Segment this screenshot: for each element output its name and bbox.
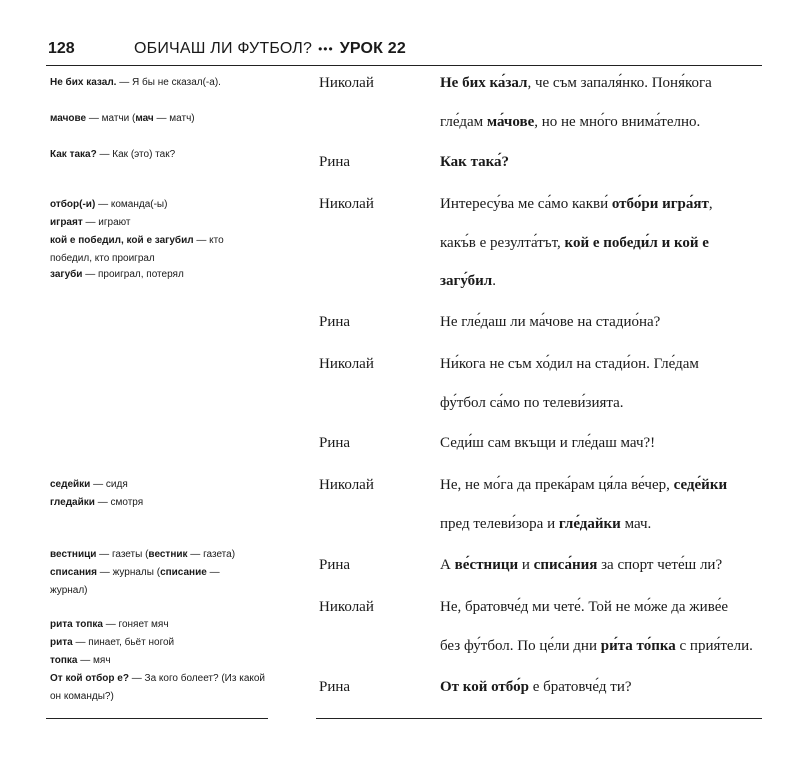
vocab-highlight: гле́дайки bbox=[558, 516, 621, 532]
vocab-highlight: Не бих ка́зал bbox=[440, 75, 528, 91]
dialogue-line bbox=[440, 515, 651, 533]
vocab-highlight: седе́йки bbox=[673, 477, 728, 493]
gloss-entry bbox=[50, 266, 280, 284]
gloss-term: отбор(-и) bbox=[50, 199, 96, 210]
dialogue-line bbox=[440, 313, 660, 331]
dialogue-line bbox=[440, 556, 722, 574]
gloss-entry bbox=[50, 232, 260, 268]
gloss-entry bbox=[50, 476, 280, 494]
dialogue-line bbox=[440, 272, 496, 290]
header-rule bbox=[46, 65, 762, 66]
speaker-name: Рина bbox=[319, 314, 351, 330]
dialogue-text: пред телеви́зора и bbox=[440, 516, 559, 532]
gloss-text: — bbox=[116, 77, 133, 88]
speaker-name: Николай bbox=[319, 356, 374, 372]
speaker-name: Николай bbox=[319, 75, 374, 91]
dialogue-line bbox=[440, 234, 709, 252]
dialogue-text: фу́тбол са́мо по телеви́зията. bbox=[440, 395, 624, 411]
gloss-text: играют bbox=[98, 217, 131, 228]
gloss-text: — bbox=[86, 113, 102, 124]
gloss-entry bbox=[50, 670, 265, 706]
gloss-term: мач bbox=[135, 113, 154, 124]
speaker-name: Николай bbox=[319, 196, 374, 212]
dialogue-line bbox=[440, 153, 509, 171]
gloss-term: мачове bbox=[50, 113, 87, 124]
gloss-text: Я бы не сказал(-а). bbox=[132, 77, 221, 88]
gloss-term: вестник bbox=[148, 549, 188, 560]
gloss-entry bbox=[50, 146, 280, 164]
dialogue-text: за спорт чете́ш ли? bbox=[597, 557, 723, 573]
gloss-text: — газета) bbox=[187, 549, 236, 560]
header-dots: ••• bbox=[318, 42, 334, 56]
vocab-highlight: ма́чове bbox=[486, 114, 535, 130]
gloss-term: списания bbox=[50, 567, 98, 578]
page-number: 128 bbox=[48, 40, 75, 57]
speaker-name: Рина bbox=[319, 154, 351, 170]
bottom-rule-right bbox=[316, 718, 762, 719]
gloss-text: — bbox=[193, 235, 210, 246]
gloss-text: команда(-ы) bbox=[110, 199, 168, 210]
dialogue-line bbox=[440, 74, 712, 92]
vocab-highlight: Как така́? bbox=[440, 154, 510, 170]
gloss-text: сидя bbox=[105, 479, 128, 490]
vocab-highlight: кой е победи́л и кой е bbox=[564, 235, 709, 251]
gloss-text: — bbox=[94, 497, 111, 508]
gloss-term: вестници bbox=[50, 549, 97, 560]
gloss-entry bbox=[50, 494, 280, 512]
dialogue-text: , bbox=[708, 196, 713, 212]
dialogue-text: , че съм запаля́нко. Поня́кога bbox=[527, 75, 712, 91]
dialogue-line bbox=[440, 598, 728, 616]
gloss-term: топка bbox=[50, 655, 78, 666]
gloss-term: играят bbox=[50, 217, 83, 228]
gloss-text: — bbox=[96, 149, 113, 160]
gloss-text: — bbox=[96, 549, 112, 560]
gloss-text: — журнал) bbox=[50, 567, 220, 596]
dialogue-text: Интересу́ва ме са́мо какви́ bbox=[440, 196, 612, 212]
gloss-term: рита топка bbox=[50, 619, 103, 630]
gloss-text: — bbox=[90, 479, 106, 490]
gloss-term: Как така? bbox=[50, 149, 97, 160]
dialogue-line bbox=[440, 394, 624, 412]
book-title: ОБИЧАШ ЛИ ФУТБОЛ? bbox=[134, 40, 313, 57]
gloss-entry bbox=[50, 110, 280, 128]
gloss-text: проиграл, потерял bbox=[98, 269, 184, 280]
gloss-text: — матч) bbox=[153, 113, 195, 124]
gloss-term: рита bbox=[50, 637, 73, 648]
gloss-term: седейки bbox=[50, 479, 91, 490]
gloss-text: — bbox=[82, 217, 99, 228]
gloss-text: — bbox=[72, 637, 89, 648]
vocab-highlight: ри́та то́пка bbox=[600, 638, 676, 654]
dialogue-text: без фу́тбол. По це́ли дни bbox=[440, 638, 601, 654]
gloss-term: загуби bbox=[50, 269, 83, 280]
vocab-highlight: отбо́ри игра́ят bbox=[611, 196, 709, 212]
gloss-entry bbox=[50, 634, 280, 652]
dialogue-line bbox=[440, 434, 655, 452]
dialogue-text: гле́дам bbox=[440, 114, 487, 130]
gloss-text: мяч bbox=[93, 655, 111, 666]
dialogue-line bbox=[440, 476, 727, 494]
dialogue-text: , но не мно́го внима́телно. bbox=[534, 114, 701, 130]
gloss-text: — bbox=[97, 567, 113, 578]
gloss-text: гоняет мяч bbox=[118, 619, 169, 630]
page-header bbox=[48, 40, 768, 62]
gloss-term: списание bbox=[160, 567, 207, 578]
dialogue-line bbox=[440, 637, 753, 655]
gloss-text: — bbox=[77, 655, 94, 666]
dialogue-text: Не, не мо́га да прека́рам ця́ла ве́чер, bbox=[440, 477, 674, 493]
dialogue-text: какъ́в е резулта́тът, bbox=[440, 235, 565, 251]
dialogue-line bbox=[440, 195, 713, 213]
gloss-entry bbox=[50, 564, 255, 600]
gloss-text: — bbox=[102, 619, 119, 630]
gloss-entry bbox=[50, 196, 280, 214]
gloss-text: газеты ( bbox=[111, 549, 149, 560]
gloss-text: — bbox=[95, 199, 111, 210]
dialogue-line bbox=[440, 113, 700, 131]
gloss-term: От кой отбор е? bbox=[50, 673, 129, 684]
lesson-label: УРОК 22 bbox=[339, 40, 406, 57]
gloss-text: — bbox=[82, 269, 99, 280]
dialogue-text: Не, братовче́д ми чете́. Той не мо́же да живе́е bbox=[440, 599, 729, 615]
gloss-text: матчи ( bbox=[101, 113, 136, 124]
speaker-name: Николай bbox=[319, 477, 374, 493]
vocab-highlight: ве́стници bbox=[454, 557, 519, 573]
gloss-text: смотря bbox=[110, 497, 144, 508]
bottom-rule-left bbox=[46, 718, 268, 719]
dialogue-text: Не гле́даш ли ма́чове на стадио́на? bbox=[440, 314, 661, 330]
gloss-text: кто победил, кто проиграл bbox=[50, 235, 224, 264]
gloss-text: — bbox=[128, 673, 145, 684]
dialogue-text: е братовче́д ти? bbox=[528, 679, 632, 695]
gloss-term: Не бих казал. bbox=[50, 77, 117, 88]
dialogue-text: и bbox=[518, 557, 534, 573]
gloss-entry bbox=[50, 214, 280, 232]
vocab-highlight: загу́бил bbox=[440, 273, 493, 289]
gloss-entry bbox=[50, 616, 280, 634]
gloss-text: За кого болеет? (Из какой он команды?) bbox=[50, 673, 266, 702]
gloss-entry bbox=[50, 546, 280, 564]
gloss-text: Как (это) так? bbox=[112, 149, 176, 160]
dialogue-text: Ни́кога не съм хо́дил на стади́он. Гле́дам bbox=[440, 356, 699, 372]
speaker-name: Рина bbox=[319, 557, 351, 573]
speaker-name: Рина bbox=[319, 679, 351, 695]
gloss-term: гледайки bbox=[50, 497, 95, 508]
dialogue-text: А bbox=[440, 557, 455, 573]
dialogue-text: с прия́тели. bbox=[675, 638, 753, 654]
dialogue-line bbox=[440, 678, 632, 696]
dialogue-text: мач. bbox=[620, 516, 652, 532]
dialogue-text: Седи́ш сам вкъщи и гле́даш мач?! bbox=[440, 435, 656, 451]
gloss-term: кой е победил, кой е загубил bbox=[50, 235, 194, 246]
gloss-entry bbox=[50, 74, 280, 92]
vocab-highlight: списа́ния bbox=[533, 557, 598, 573]
gloss-text: пинает, бьёт ногой bbox=[88, 637, 175, 648]
dialogue-text: . bbox=[492, 273, 496, 289]
speaker-name: Николай bbox=[319, 599, 374, 615]
gloss-text: журналы ( bbox=[112, 567, 161, 578]
vocab-highlight: От кой отбо́р bbox=[440, 679, 529, 695]
dialogue-line bbox=[440, 355, 699, 373]
speaker-name: Рина bbox=[319, 435, 351, 451]
gloss-entry bbox=[50, 652, 280, 670]
